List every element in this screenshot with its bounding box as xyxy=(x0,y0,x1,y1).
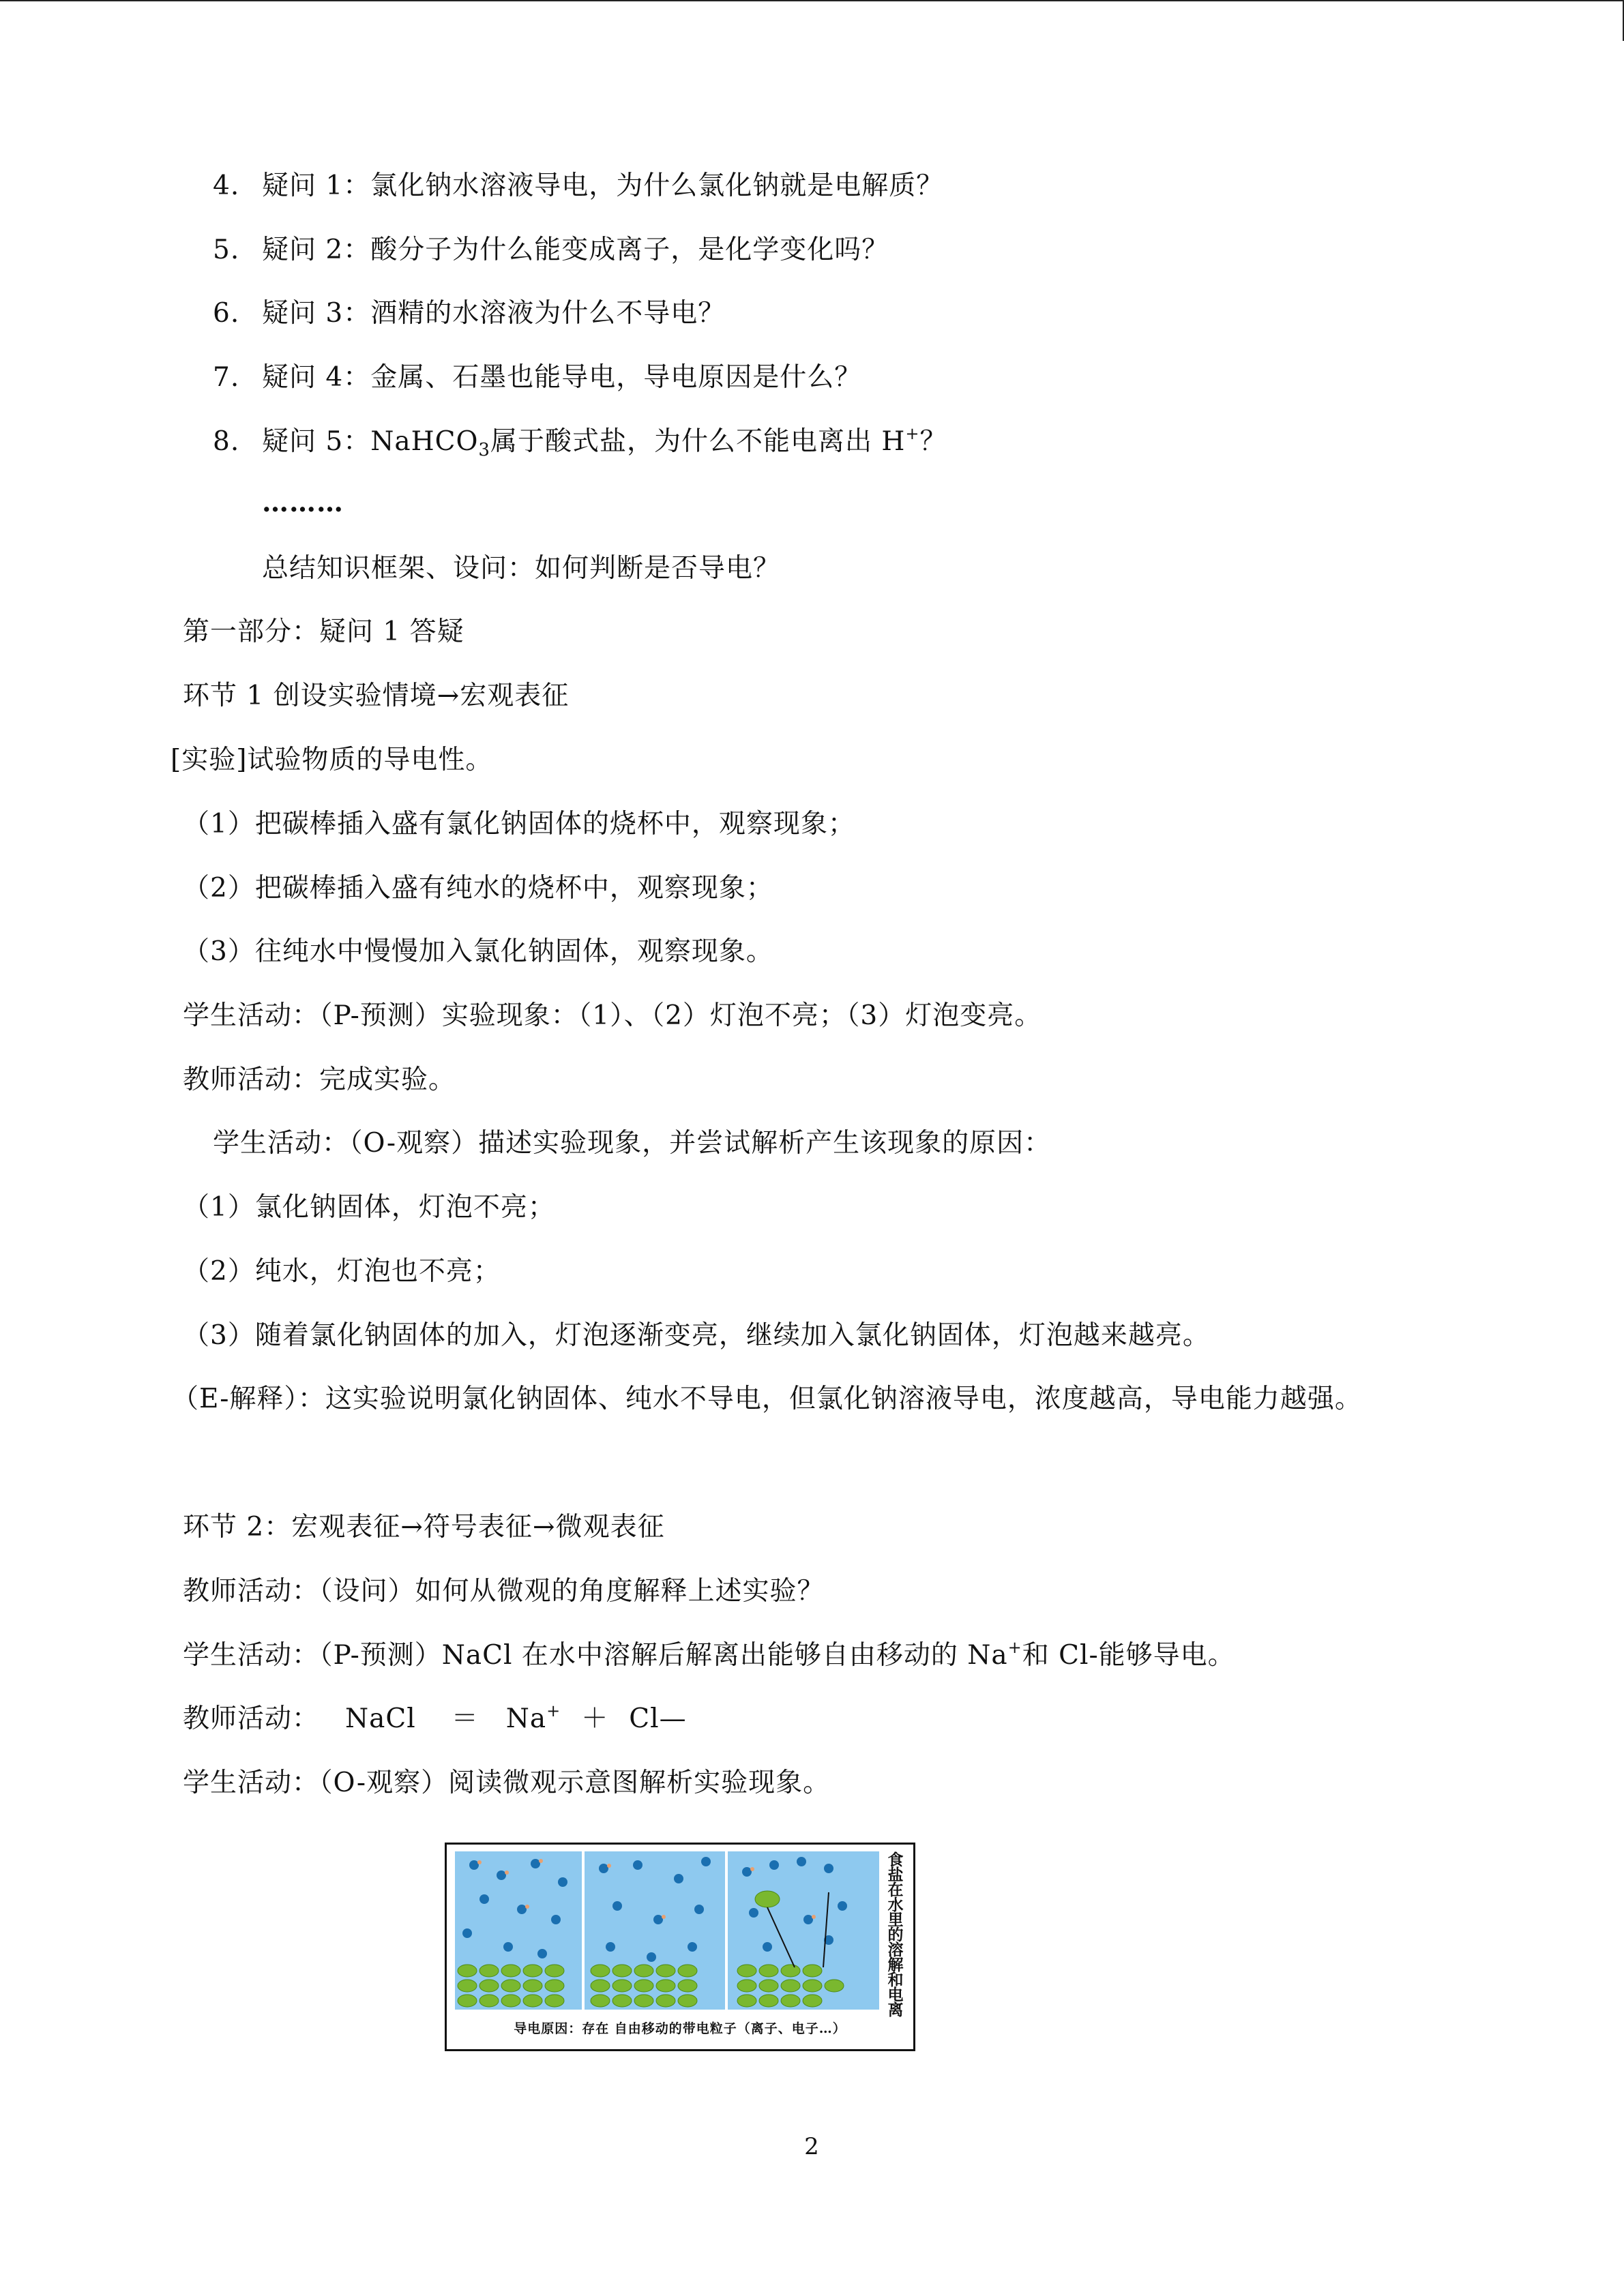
eq-plus: ＋ xyxy=(581,1703,609,1734)
teacher-ask: 教师活动：（设问）如何从微观的角度解释上述实验？ xyxy=(183,1576,825,1607)
question-number: 5. xyxy=(213,235,240,265)
eq-nacl: NaCl xyxy=(345,1703,416,1734)
teacher-activity: 教师活动：完成实验。 xyxy=(183,1064,456,1095)
observation-2: （2）纯水，灯泡也不亮； xyxy=(183,1256,501,1287)
question-7 xyxy=(213,361,861,395)
question-5 xyxy=(213,233,889,267)
exp-step-3: （3）往纯水中慢慢加入氯化钠固体，观察现象。 xyxy=(183,936,773,967)
observation-1: （1）氯化钠固体，灯泡不亮； xyxy=(183,1192,555,1223)
step2-heading: 环节 2：宏观表征→符号表征→微观表征 xyxy=(183,1512,665,1542)
question-text: 疑问 2：酸分子为什么能变成离子，是化学变化吗？ xyxy=(262,235,889,265)
ellipsis: ……… xyxy=(262,487,344,518)
question-number: 6. xyxy=(213,298,240,329)
student-observe: 学生活动：（O-观察）描述实验现象，并尝试解析产生该现象的原因： xyxy=(213,1128,1052,1159)
predict-text-cont: 和 Cl-能够导电。 xyxy=(1022,1640,1235,1671)
question-text-cont: 属于酸式盐，为什么不能电离出 H xyxy=(490,426,906,457)
eq-equals: ＝ xyxy=(451,1703,479,1734)
question-number: 8. xyxy=(213,426,240,457)
superscript: + xyxy=(905,424,920,443)
superscript: + xyxy=(1007,1638,1022,1657)
page-top-border xyxy=(0,0,1623,1)
diagram-caption: 导电原因：存在 自由移动的带电粒子（离子、电子…） xyxy=(514,2021,846,2036)
student-predict-2 xyxy=(183,1639,1235,1673)
equation-label: 教师活动： xyxy=(183,1703,320,1734)
question-text: 疑问 1：氯化钠水溶液导电，为什么氯化钠就是电解质？ xyxy=(262,170,944,201)
question-4 xyxy=(213,169,943,203)
question-text: 疑问 5：NaHCO xyxy=(262,426,479,457)
eq-na-charge: + xyxy=(546,1701,561,1720)
question-number: 4. xyxy=(213,170,240,201)
diagram-title: 食盐在水里的溶解和电离 xyxy=(887,1851,904,2019)
question-text: 疑问 3：酒精的水溶液为什么不导电？ xyxy=(262,298,726,329)
exp-step-1: （1）把碳棒插入盛有氯化钠固体的烧杯中，观察现象； xyxy=(183,809,855,839)
part1-heading: 第一部分：疑问 1 答疑 xyxy=(183,616,464,647)
ionization-equation xyxy=(183,1702,687,1736)
exp-step-2: （2）把碳棒插入盛有纯水的烧杯中，观察现象； xyxy=(183,873,773,904)
student-read: 学生活动：（O-观察）阅读微观示意图解析实验现象。 xyxy=(183,1768,831,1798)
step1-heading: 环节 1 创设实验情境→宏观表征 xyxy=(183,681,570,711)
eq-na: Na xyxy=(505,1703,547,1734)
student-predict: 学生活动：（P-预测）实验现象：（1）、（2）灯泡不亮；（3）灯泡变亮。 xyxy=(183,1000,1042,1031)
subscript: 3 xyxy=(478,440,490,460)
question-8 xyxy=(213,425,947,459)
observation-3: （3）随着氯化钠固体的加入，灯泡逐渐变亮，继续加入氯化钠固体，灯泡越来越亮。 xyxy=(183,1320,1210,1351)
dissolution-diagram xyxy=(445,1843,915,2051)
question-text-end: ？ xyxy=(919,426,947,457)
page-number: 2 xyxy=(804,2133,819,2160)
experiment-line: [实验]试验物质的导电性。 xyxy=(171,745,493,775)
question-6 xyxy=(213,297,725,331)
eq-cl: Cl— xyxy=(629,1703,687,1734)
summary-line: 总结知识框架、设问：如何判断是否导电？ xyxy=(262,553,781,584)
question-text: 疑问 4：金属、石墨也能导电，导电原因是什么？ xyxy=(262,362,862,393)
explanation: （E-解释）：这实验说明氯化钠固体、纯水不导电，但氯化钠溶液导电，浓度越高，导电能力越强。 xyxy=(172,1384,1362,1414)
predict-text: 学生活动：（P-预测）NaCl 在水中溶解后解离出能够自由移动的 Na xyxy=(183,1640,1008,1671)
question-number: 7. xyxy=(213,362,240,393)
